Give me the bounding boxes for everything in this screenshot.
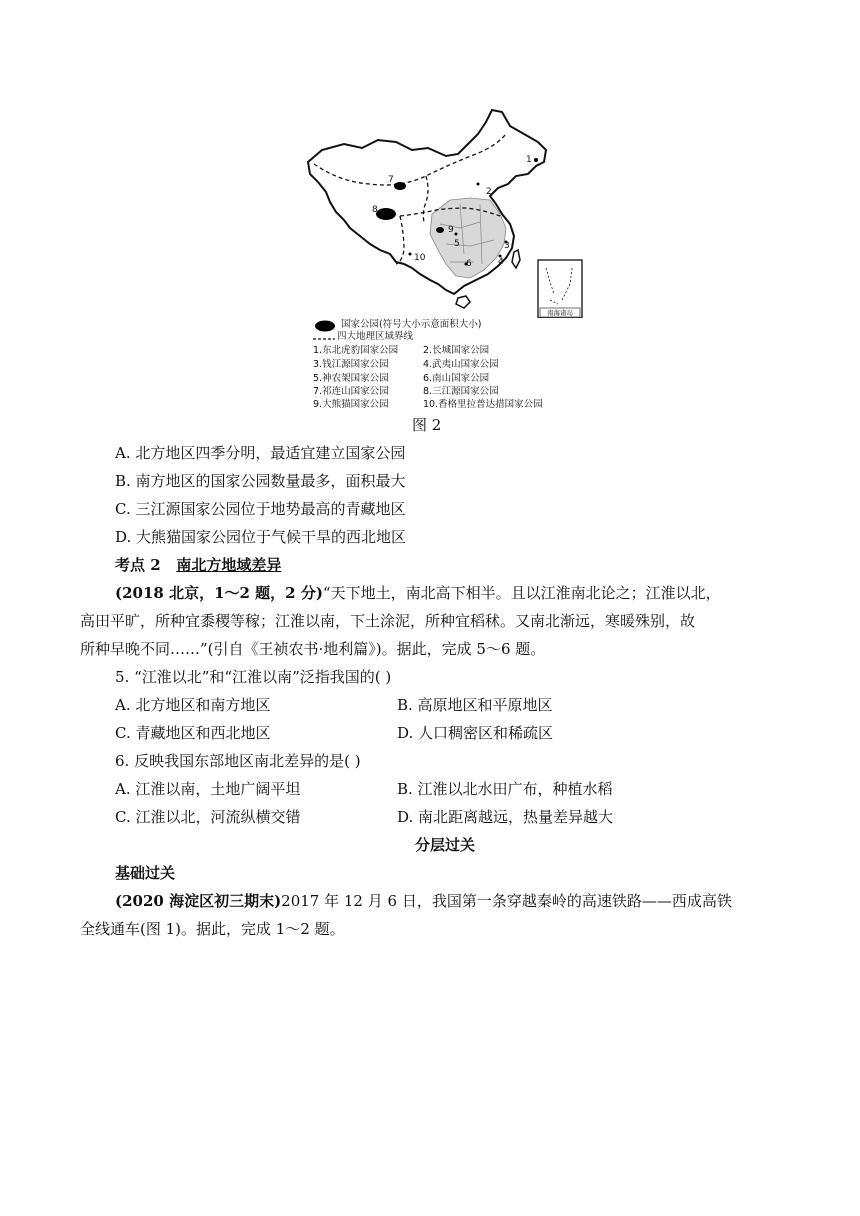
legend-park-9: 9.大熊猫国家公园: [313, 399, 389, 410]
passage2-line-2: 全线通车(图 1)。据此，完成 1～2 题。: [80, 920, 345, 938]
q5-option-a: A. 北方地区和南方地区: [115, 696, 271, 714]
q5-option-c: C. 青藏地区和西北地区: [115, 724, 271, 742]
q5-stem: 5. “江淮以北”和“江淮以南”泛指我国的( ): [115, 668, 392, 686]
q6-stem: 6. 反映我国东部地区南北差异的是( ): [115, 752, 361, 770]
legend-park-1: 1.东北虎豹国家公园: [313, 345, 399, 356]
legend-park-10: 10.香格里拉普达措国家公园: [423, 399, 543, 410]
legend-park-6: 6.南山国家公园: [423, 373, 490, 384]
q4-option-c: C. 三江源国家公园位于地势最高的青藏地区: [115, 500, 406, 518]
passage-line-1: [115, 583, 781, 603]
legend-park-7: 7.祁连山国家公园: [313, 386, 389, 397]
park-symbol-legend-icon: [313, 320, 339, 332]
q5-option-b: B. 高原地区和平原地区: [397, 696, 553, 714]
passage2-text-1: 2017 年 12 月 6 日，我国第一条穿越秦岭的高速铁路——西成高铁: [281, 892, 732, 910]
map-number-6: 6: [466, 259, 472, 269]
basic-title: 基础过关: [115, 864, 176, 882]
china-national-parks-map: [300, 104, 590, 318]
legend-park-5: 5.神农架国家公园: [313, 373, 389, 384]
section-title: 南北方地域差异: [176, 556, 282, 574]
park-symbol-10: [409, 253, 412, 256]
legend-park-2: 2.长城国家公园: [423, 345, 490, 356]
park-symbol-8: [376, 208, 396, 220]
q4-option-a: A. 北方地区四季分明，最适宜建立国家公园: [115, 444, 406, 462]
map-number-3: 3: [504, 241, 510, 251]
south-china-sea-inset: [538, 260, 582, 318]
section-label: 考点 2: [115, 556, 161, 574]
map-number-5: 5: [454, 239, 460, 249]
q6-option-c: C. 江淮以北，河流纵横交错: [115, 808, 301, 826]
passage2-source: (2020 海淀区初三期末): [115, 892, 282, 910]
hainan-island: [456, 296, 470, 308]
boundary-line-legend-icon: [313, 336, 337, 342]
passage2-line-1: [115, 891, 732, 911]
q4-option-b: B. 南方地区的国家公园数量最多，面积最大: [115, 472, 406, 490]
figure-caption: 图 2: [412, 416, 442, 434]
map-number-4: 4: [498, 257, 504, 267]
passage-text-1: “天下地土，南北高下相半。且以江淮南北论之；江淮以北，: [322, 584, 721, 602]
section-heading: [115, 555, 281, 575]
passage-line-3: 所种早晚不同……”(引自《王祯农书·地利篇》)。据此，完成 5～6 题。: [80, 640, 546, 658]
park-symbol-2: [477, 183, 480, 186]
legend-park-4: 4.武夷山国家公园: [423, 359, 499, 370]
q6-option-a: A. 江淮以南，土地广阔平坦: [115, 780, 301, 798]
q6-option-d: D. 南北距离越远，热量差异越大: [397, 808, 614, 826]
park-symbol-9: [436, 227, 444, 233]
park-symbol-1: [534, 158, 538, 162]
inset-label: 南海诸岛: [547, 309, 573, 317]
q5-option-d: D. 人口稠密区和稀疏区: [397, 724, 554, 742]
map-number-7: 7: [388, 175, 394, 185]
map-number-10: 10: [414, 253, 426, 263]
legend-park-symbol: 国家公园(符号大小示意面积大小): [341, 319, 482, 330]
legend-boundary-line: 四大地理区域界线: [337, 331, 414, 342]
park-symbol-5: [455, 233, 458, 236]
layer-title: 分层过关: [414, 836, 475, 854]
park-symbol-7: [394, 182, 406, 190]
legend-park-8: 8.三江源国家公园: [423, 386, 499, 397]
map-number-9: 9: [448, 225, 454, 235]
map-number-8: 8: [372, 205, 378, 215]
map-number-1: 1: [526, 155, 532, 165]
passage-line-2: 高田平旷，所种宜黍稷等稼；江淮以南，下土涂泥，所种宜稻秫。又南北渐远，寒暖殊别，故: [80, 612, 696, 630]
taiwan-island: [512, 250, 520, 268]
q6-option-b: B. 江淮以北水田广布，种植水稻: [397, 780, 613, 798]
map-number-2: 2: [486, 187, 492, 197]
legend-park-3: 3.钱江源国家公园: [313, 359, 389, 370]
passage-source: (2018 北京，1～2 题，2 分): [115, 584, 323, 602]
china-outline: [308, 110, 546, 294]
q4-option-d: D. 大熊猫国家公园位于气候干旱的西北地区: [115, 528, 407, 546]
map-legend: [313, 318, 603, 412]
